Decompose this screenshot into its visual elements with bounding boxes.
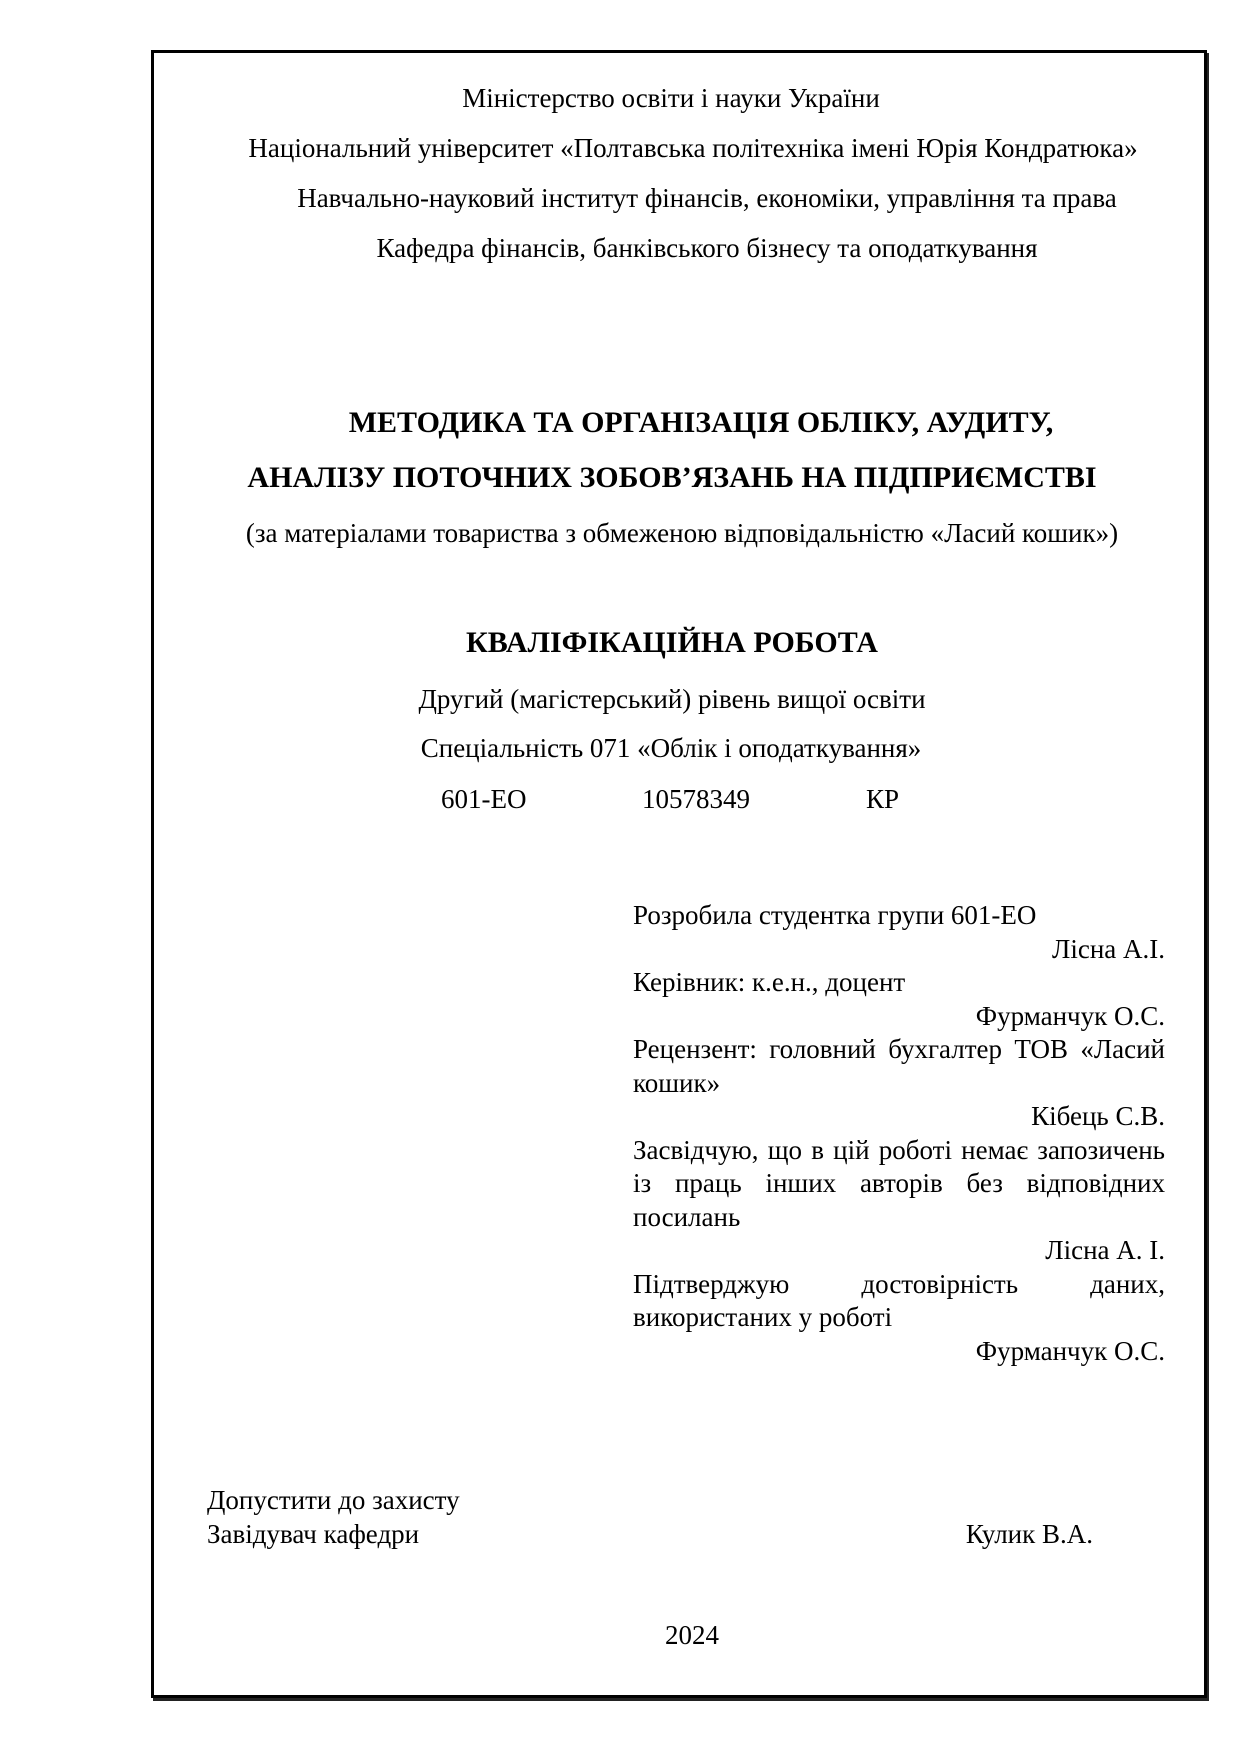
originality-statement: Засвідчую, що в цій роботі немає запозичень із праць інших авторів без відповідних посилань xyxy=(633,1134,1165,1232)
head-name: Кулик В.А. xyxy=(965,1519,1093,1549)
supervisor-label: Керівник: к.е.н., доцент xyxy=(633,967,906,997)
author-label: Розробила студентка групи 601-ЕО xyxy=(633,900,1037,930)
page-border xyxy=(151,50,1207,1698)
author-name: Лісна А.І. xyxy=(1052,933,1165,964)
data-statement: Підтверджую достовірність даних, використаних у роботі xyxy=(633,1268,1165,1332)
code-type: КР xyxy=(866,784,900,814)
title-subtitle: (за матеріалами товариства з обмеженою відповідальністю «Ласий кошик») xyxy=(245,518,1119,548)
data-name: Фурманчук О.С. xyxy=(975,1335,1165,1366)
title-line-1: МЕТОДИКА ТА ОРГАНІЗАЦІЯ ОБЛІКУ, АУДИТУ, xyxy=(348,406,1054,439)
originality-name: Лісна А. І. xyxy=(1045,1235,1165,1265)
ministry: Міністерство освіти і науки України xyxy=(462,83,880,113)
code-number: 10578349 xyxy=(642,784,750,814)
year: 2024 xyxy=(665,1620,719,1650)
reviewer-name: Кібець С.В. xyxy=(1031,1101,1165,1131)
title-line-2: АНАЛІЗУ ПОТОЧНИХ ЗОБОВ’ЯЗАНЬ НА ПІДПРИЄМСТВІ xyxy=(247,461,1097,494)
reviewer-label: Рецензент: головний бухгалтер ТОВ «Ласий кошик» xyxy=(633,1034,1165,1098)
admit-label: Допустити до захисту xyxy=(207,1485,460,1515)
education-level: Другий (магістерський) рівень вищої освіти xyxy=(418,684,926,714)
institute: Навчально-науковий інститут фінансів, економіки, управління та права xyxy=(297,183,1117,213)
signature-block xyxy=(633,899,1165,1368)
university: Національний університет «Полтавська політехніка імені Юрія Кондратюка» xyxy=(248,133,1138,163)
work-type: КВАЛІФІКАЦІЙНА РОБОТА xyxy=(466,626,878,659)
head-label: Завідувач кафедри xyxy=(207,1519,420,1549)
code-group: 601-ЕО xyxy=(441,784,527,814)
supervisor-name: Фурманчук О.С. xyxy=(975,1000,1165,1031)
department: Кафедра фінансів, банківського бізнесу та оподаткування xyxy=(376,233,1038,263)
specialty: Спеціальність 071 «Облік і оподаткування» xyxy=(420,733,922,763)
